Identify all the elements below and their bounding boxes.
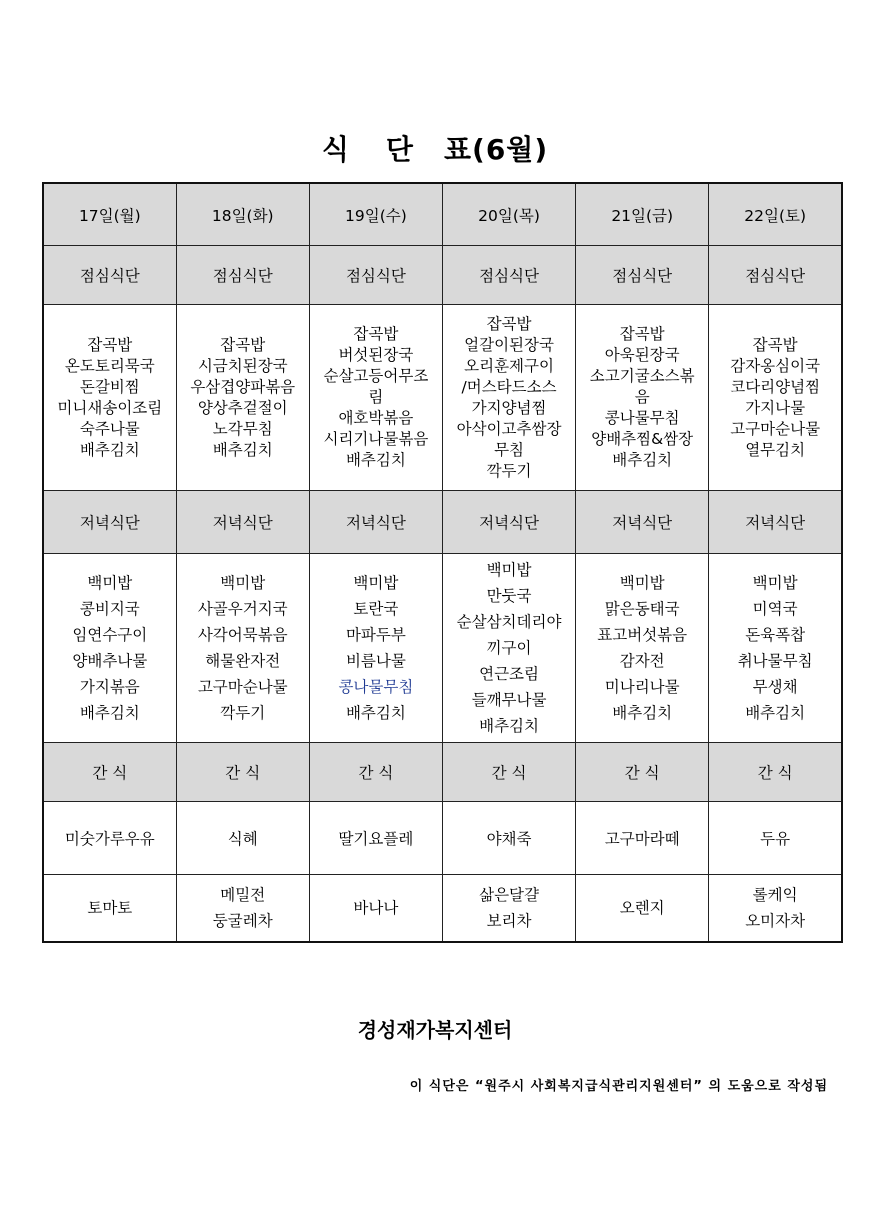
meal-plan-table — [42, 182, 843, 943]
menu-item: 끼구이 — [486, 639, 532, 657]
dinner-cell — [442, 554, 575, 743]
menu-item: 잡곡밥 — [353, 325, 399, 343]
menu-item: 배추김치 — [212, 440, 273, 459]
snack-row-1 — [43, 802, 842, 875]
menu-item: 시리기나물볶음 — [323, 430, 429, 448]
dinner-cell — [43, 554, 176, 743]
menu-item: 미니새송이조림 — [57, 398, 163, 417]
lunch-row — [43, 305, 842, 491]
day-header: 17일(월) — [43, 183, 176, 246]
menu-item: 고구마순나물 — [197, 678, 288, 696]
footnote: 이 식단은 “원주시 사회복지급식관리지원센터” 의 도움으로 작성됨 — [409, 1079, 828, 1094]
menu-item: 가지나물 — [745, 398, 806, 417]
dinner-cell — [576, 554, 709, 743]
menu-item: 해물완자전 — [205, 652, 281, 670]
menu-item: 토란국 — [353, 600, 399, 618]
menu-item: 삶은달걀 — [479, 886, 539, 904]
snack-cell — [442, 875, 575, 943]
menu-item: 깍두기 — [220, 704, 266, 722]
lunch-cell — [709, 305, 842, 491]
day-header-row — [43, 183, 842, 246]
menu-item: 바나나 — [353, 899, 399, 917]
snack-cell — [576, 875, 709, 943]
menu-item: 배추김치 — [345, 704, 406, 722]
lunch-cell — [176, 305, 309, 491]
menu-item: 백미밥 — [619, 574, 665, 592]
snack-header: 간 식 — [176, 743, 309, 802]
menu-item: 배추김치 — [345, 451, 406, 469]
menu-item: 양상추겉절이 — [197, 398, 288, 417]
menu-item: 음 — [634, 388, 650, 406]
menu-item: 고구마순나물 — [730, 419, 821, 438]
dinner-cell — [309, 554, 442, 743]
menu-item: 백미밥 — [486, 561, 532, 579]
lunch-cell — [43, 305, 176, 491]
menu-item: 연근조림 — [479, 665, 539, 683]
menu-item: 배추김치 — [612, 451, 673, 469]
snack-cell — [43, 875, 176, 943]
menu-item: 순살삼치데리야 — [456, 613, 562, 631]
menu-item: 아욱된장국 — [604, 346, 680, 364]
dinner-header: 저녁식단 — [309, 491, 442, 554]
lunch-header: 점심식단 — [309, 246, 442, 305]
lunch-cell — [576, 305, 709, 491]
menu-item: 비름나물 — [345, 652, 406, 670]
day-header: 19일(수) — [309, 183, 442, 246]
menu-item: 코다리양념찜 — [730, 377, 821, 396]
menu-item: 무침 — [494, 440, 525, 459]
lunch-cell — [442, 305, 575, 491]
menu-item: 열무김치 — [745, 440, 806, 459]
menu-item: 사골우거지국 — [197, 600, 288, 618]
menu-item: 노각무침 — [212, 419, 273, 438]
menu-item: 소고기굴소스볶 — [589, 367, 695, 385]
snack-header: 간 식 — [43, 743, 176, 802]
day-header: 18일(화) — [176, 183, 309, 246]
menu-item: 잡곡밥 — [486, 314, 532, 333]
snack-header: 간 식 — [442, 743, 575, 802]
menu-item: 맑은동태국 — [604, 600, 680, 618]
snack-cell: 야채죽 — [442, 802, 575, 875]
menu-item: 보리차 — [486, 912, 532, 930]
menu-item: 콩나물무침 — [338, 678, 414, 696]
page-title — [0, 128, 870, 168]
menu-item: 배추김치 — [79, 440, 140, 459]
menu-item: 우삼겹양파볶음 — [190, 377, 296, 396]
menu-item: 사각어묵볶음 — [197, 626, 288, 644]
menu-item: 숙주나물 — [79, 419, 140, 438]
snack-cell: 식혜 — [176, 802, 309, 875]
menu-item: 배추김치 — [479, 717, 539, 735]
menu-item: 돈갈비찜 — [79, 377, 140, 396]
menu-item: 임연수구이 — [72, 626, 148, 644]
menu-item: 둥굴레차 — [212, 912, 273, 930]
snack-header: 간 식 — [709, 743, 842, 802]
snack-header: 간 식 — [576, 743, 709, 802]
menu-item: 림 — [368, 388, 384, 406]
menu-item: 마파두부 — [345, 626, 406, 644]
lunch-header-row — [43, 246, 842, 305]
snack-cell: 두유 — [709, 802, 842, 875]
dinner-header: 저녁식단 — [442, 491, 575, 554]
menu-item: /머스타드소스 — [461, 377, 557, 396]
lunch-header: 점심식단 — [709, 246, 842, 305]
menu-item: 들깨무나물 — [471, 691, 547, 709]
menu-item: 잡곡밥 — [87, 335, 133, 354]
menu-item: 시금치된장국 — [197, 356, 288, 375]
lunch-header: 점심식단 — [43, 246, 176, 305]
menu-item: 배추김치 — [745, 704, 806, 722]
menu-item: 잡곡밥 — [619, 325, 665, 343]
menu-item: 깍두기 — [486, 461, 532, 480]
menu-item: 미나리나물 — [604, 678, 680, 696]
menu-item: 온도토리묵국 — [64, 356, 155, 375]
menu-item: 롤케익 — [752, 886, 798, 904]
day-header: 20일(목) — [442, 183, 575, 246]
menu-item: 백미밥 — [353, 574, 399, 592]
menu-item: 애호박볶음 — [338, 409, 414, 427]
snack-cell — [709, 875, 842, 943]
dinner-cell — [709, 554, 842, 743]
menu-item: 콩비지국 — [79, 600, 140, 618]
menu-item: 백미밥 — [220, 574, 266, 592]
menu-item: 콩나물무침 — [604, 409, 680, 427]
title-part-2: 단 — [385, 133, 414, 166]
menu-item: 양배추나물 — [72, 652, 148, 670]
menu-item: 얼갈이된장국 — [464, 335, 554, 354]
menu-item: 버섯된장국 — [338, 346, 414, 364]
title-part-3: 표(6월) — [443, 133, 549, 166]
menu-item: 돈육폭찹 — [745, 626, 806, 644]
menu-item: 표고버섯볶음 — [597, 626, 688, 644]
snack-row-2 — [43, 875, 842, 943]
dinner-header: 저녁식단 — [43, 491, 176, 554]
lunch-header: 점심식단 — [576, 246, 709, 305]
menu-item: 미역국 — [752, 600, 798, 618]
menu-item: 백미밥 — [87, 574, 133, 592]
menu-item: 가지볶음 — [79, 678, 140, 696]
dinner-header: 저녁식단 — [576, 491, 709, 554]
menu-item: 잡곡밥 — [752, 335, 798, 354]
snack-cell: 미숫가루우유 — [43, 802, 176, 875]
menu-item: 가지양념찜 — [471, 398, 547, 417]
dinner-cell — [176, 554, 309, 743]
snack-header: 간 식 — [309, 743, 442, 802]
day-header: 21일(금) — [576, 183, 709, 246]
day-header: 22일(토) — [709, 183, 842, 246]
lunch-header: 점심식단 — [176, 246, 309, 305]
snack-cell: 고구마라떼 — [576, 802, 709, 875]
title-part-1: 식 — [321, 133, 350, 166]
dinner-header: 저녁식단 — [176, 491, 309, 554]
menu-item: 아삭이고추쌈장 — [456, 419, 562, 438]
menu-item: 오미자차 — [745, 912, 806, 930]
menu-item: 취나물무침 — [737, 652, 813, 670]
dinner-header-row — [43, 491, 842, 554]
menu-item: 순살고등어무조 — [323, 367, 429, 385]
menu-item: 감자옹심이국 — [730, 356, 821, 375]
menu-item: 배추김치 — [79, 704, 140, 722]
snack-cell — [176, 875, 309, 943]
menu-item: 감자전 — [619, 652, 665, 670]
lunch-header: 점심식단 — [442, 246, 575, 305]
snack-cell — [309, 875, 442, 943]
snack-cell: 딸기요플레 — [309, 802, 442, 875]
center-name: 경성재가복지센터 — [357, 1018, 513, 1042]
menu-item: 양배추찜&쌈장 — [591, 430, 694, 448]
menu-item: 백미밥 — [752, 574, 798, 592]
snack-header-row — [43, 743, 842, 802]
dinner-row — [43, 554, 842, 743]
menu-item: 배추김치 — [612, 704, 673, 722]
menu-item: 토마토 — [87, 899, 133, 917]
menu-item: 무생채 — [752, 678, 798, 696]
menu-item: 잡곡밥 — [220, 335, 266, 354]
lunch-cell — [309, 305, 442, 491]
menu-item: 오렌지 — [619, 899, 665, 917]
menu-item: 메밀전 — [220, 886, 266, 904]
dinner-header: 저녁식단 — [709, 491, 842, 554]
menu-item: 오리훈제구이 — [464, 356, 554, 375]
menu-item: 만둣국 — [486, 587, 532, 605]
